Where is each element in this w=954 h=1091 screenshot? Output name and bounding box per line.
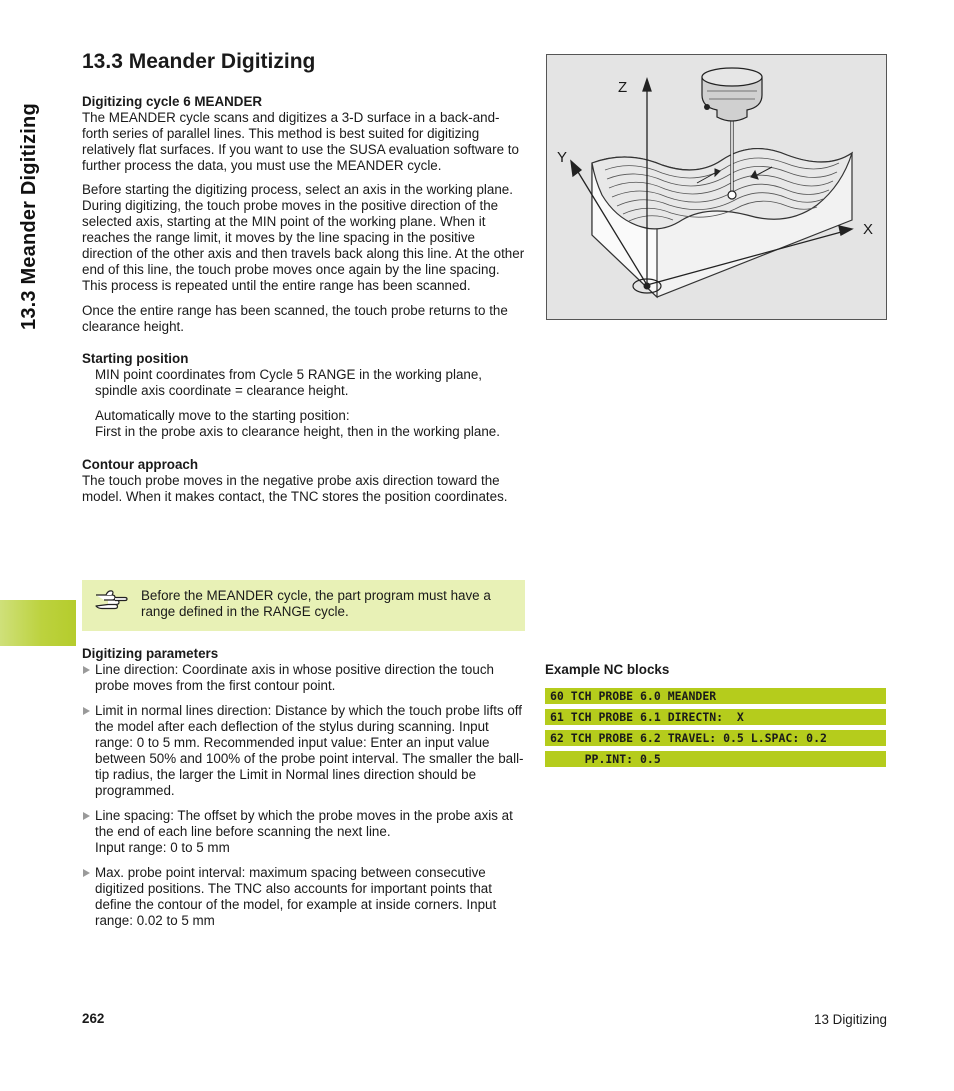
triangle-bullet-icon: [83, 812, 90, 820]
triangle-bullet-icon: [83, 707, 90, 715]
side-tab-marker: [0, 600, 76, 646]
page-title: 13.3 Meander Digitizing: [82, 50, 316, 73]
paragraph: Before starting the digitizing process, select an axis in the working plane. During digitizing, the touch probe moves in the positive direction of the selected axis, starting at the MIN point of the working plane. When it reaches the range limit, it moves by the line spacing in the positive direction of the other axis and then travels back along this line. At the other end of this line, the touch probe moves once again by the line spacing. This process is repeated until the entire range has been scanned.: [82, 182, 525, 293]
section-parameters: [82, 646, 525, 929]
nc-line: 60 TCH PROBE 6.0 MEANDER: [545, 688, 886, 704]
section-title: Digitizing cycle 6 MEANDER: [82, 94, 263, 109]
nc-blocks-title: Example NC blocks: [545, 662, 670, 677]
note-box: [82, 580, 525, 631]
page-number: 262: [82, 1011, 105, 1026]
section-cycle6: [82, 94, 525, 505]
section-title: Digitizing parameters: [82, 646, 219, 661]
axis-label-x: X: [863, 221, 874, 238]
axis-label-y: Y: [557, 149, 568, 166]
chapter-footer: 13 Digitizing: [814, 1012, 887, 1027]
side-chapter-title: 13.3 Meander Digitizing: [18, 103, 40, 330]
nc-line: 62 TCH PROBE 6.2 TRAVEL: 0.5 L.SPAC: 0.2: [545, 730, 886, 746]
meander-illustration: [546, 54, 887, 320]
paragraph: Once the entire range has been scanned, the touch probe returns to the clearance height.: [82, 303, 508, 334]
pointing-hand-icon: [94, 588, 128, 615]
section-title: Starting position: [82, 351, 189, 366]
note-text: Before the MEANDER cycle, the part program must have a range defined in the RANGE cycle.: [141, 588, 491, 619]
paragraph: MIN point coordinates from Cycle 5 RANGE in the working plane, spindle axis coordinate = clearance height.: [95, 367, 483, 398]
list-item: Line direction: Coordinate axis in whose positive direction the touch probe moves from the first contour point.: [82, 662, 525, 694]
nc-line: PP.INT: 0.5: [545, 751, 886, 767]
paragraph: First in the probe axis to clearance height, then in the working plane.: [95, 424, 500, 439]
triangle-bullet-icon: [83, 666, 90, 674]
triangle-bullet-icon: [83, 869, 90, 877]
list-item: Max. probe point interval: maximum spacing between consecutive digitized positions. The TNC also accounts for important points that define the contour of the model, for example at inside corners. Input range: 0.02 to 5 mm: [82, 865, 525, 929]
axis-label-z: Z: [618, 79, 628, 96]
list-item: Limit in normal lines direction: Distance by which the touch probe lifts off the model after each deflection of the stylus during scanning. Input range: 0 to 5 mm. Recommended input value: Enter an input value between 50% and 100% of the probe point interval. The smaller the ball-tip radius, the larger the Limit in Normal lines direction should be programmed.: [82, 703, 525, 799]
paragraph: Automatically move to the starting position:: [95, 408, 350, 423]
section-title: Contour approach: [82, 457, 199, 472]
paragraph: The MEANDER cycle scans and digitizes a 3-D surface in a back-and-forth series of parallel lines. This method is best suited for digitizing relatively flat surfaces. If you want to use the SUSA evaluation software to further process the data, you must use the MEANDER cycle.: [82, 110, 519, 173]
nc-line: 61 TCH PROBE 6.1 DIRECTN: X: [545, 709, 886, 725]
paragraph: The touch probe moves in the negative probe axis direction toward the model. When it makes contact, the TNC stores the position coordinates.: [82, 473, 508, 504]
list-item: Line spacing: The offset by which the probe moves in the probe axis at the end of each line before scanning the next line. Input range: 0 to 5 mm: [82, 808, 525, 856]
